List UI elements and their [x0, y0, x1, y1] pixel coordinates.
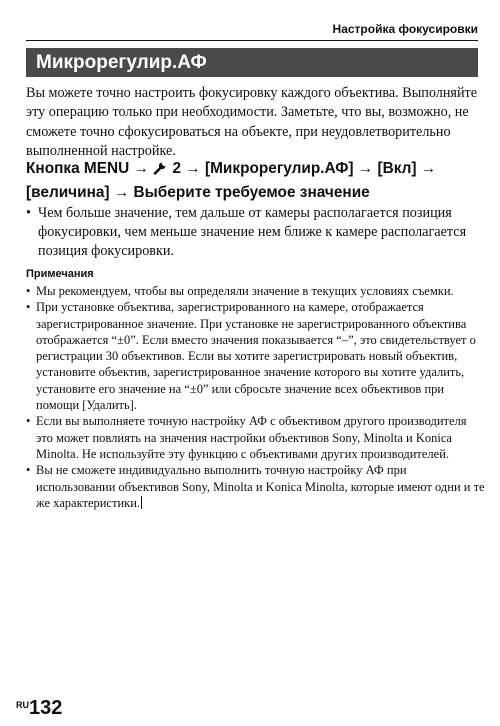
menu-path-instruction — [26, 158, 482, 203]
page-number — [16, 697, 62, 720]
intro-paragraph: Вы можете точно настроить фокусировку каждого объектива. Выполняйте эту операцию только при необходимости. Заметьте, что вы, возможно, не сможете точно сфокусироваться на объекте, при неудовлетворительно выполненной настройке. — [26, 85, 478, 159]
note-item: • При установке объектива, зарегистрированного на камере, отображается зарегистрированное значение. При установке не зарегистрированного объектива отображается “±0”. Если вместо значения показывается “–”, это свидетельствует о регистрации 30 объективов. Если вы хотите зарегистрировать новый объектив, установите объектив, зарегистрированное значение которого вы хотите удалить, установите его значение на “±0” или сбросьте значение всех объективов при помощи [Удалить]. — [26, 299, 486, 413]
wrench-icon — [153, 160, 168, 182]
notes-list — [26, 283, 486, 511]
menu-path-part-2: 2 → [Микрорегулир.АФ] → [Вкл] → [величина] → Выберите требуемое значение — [26, 160, 437, 201]
note-item: • Мы рекомендуем, чтобы вы определяли значение в текущих условиях съемки. — [26, 283, 486, 299]
menu-path-part-1: Кнопка MENU → — [26, 160, 154, 177]
bullet-item: • Чем больше значение, тем дальше от камеры располагается позиция фокусировки, чем меньше значение нем ближе к камере располагается позиция фокусировки. — [26, 204, 478, 260]
page-number-value: 132 — [29, 697, 63, 719]
note-item — [26, 462, 486, 511]
focus-value-explanation — [26, 204, 478, 260]
language-code: RU — [16, 700, 29, 710]
note-item-text: Вы не сможете индивидуально выполнить точную настройку АФ при использовании объективов Sony, Minolta и Konica Minolta, которые имеют одни и те же характеристики. — [36, 463, 485, 510]
page-header-title: Настройка фокусировки — [332, 22, 478, 36]
text-cursor — [141, 496, 142, 509]
header-divider — [26, 40, 478, 41]
note-item: • Если вы выполняете точную настройку АФ с объективом другого производителя это может повлиять на значения настройки объективов Sony, Minolta и Konica Minolta. Не используйте эту функцию с объективами других производителей. — [26, 413, 486, 462]
notes-heading: Примечания — [26, 268, 94, 280]
section-title-banner: Микрорегулир.АФ — [26, 48, 478, 77]
